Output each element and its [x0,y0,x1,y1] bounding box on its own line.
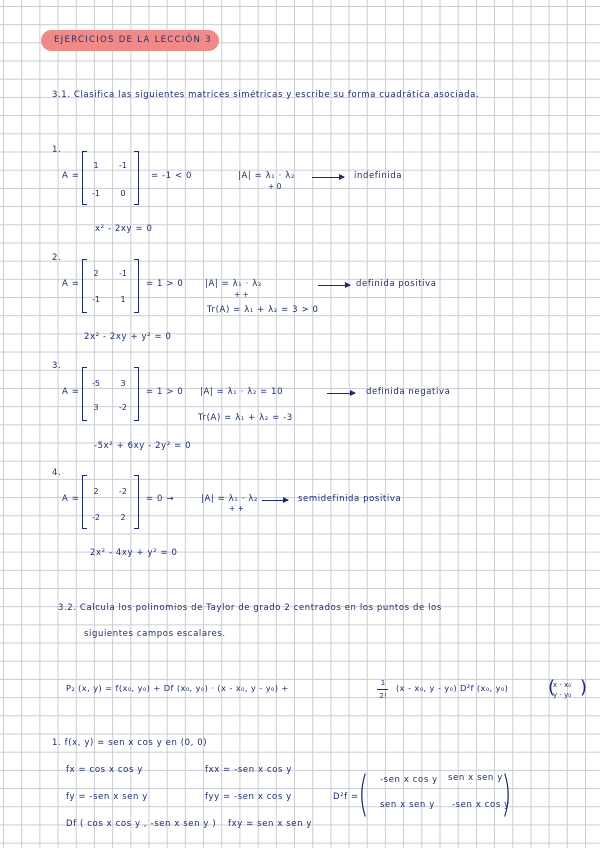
hessian-cell: -sen x cos y [452,800,510,810]
matrix-cell: 2 [120,513,126,522]
matrix-cell: 1 [120,295,126,304]
matrix [82,367,139,421]
eigen-relation: |A| = λ₁ · λ₂ [201,494,258,504]
partial-fyy: fyy = -sen x cos y [205,792,292,802]
matrix-label: A = [62,279,80,289]
eigen-relation: |A| = λ₁ · λ₂ [238,171,295,181]
formula-left: P₂ (x, y) = f(x₀, y₀) + Df (x₀, y₀) · (x - x₀, y - y₀) + [66,683,289,693]
matrix [82,259,139,313]
matrix-cell: 3 [120,379,126,388]
matrix-cell: -1 [119,269,127,278]
partial-fxy: fxy = sen x sen y [228,819,313,829]
eigen-signs: + 0 [268,182,282,191]
partial-fxx: fxx = -sen x cos y [205,765,292,775]
hessian-cell: -sen x cos y [380,775,438,785]
hessian-right-paren: ) [501,766,512,822]
eigen-relation: |A| = λ₁ · λ₂ = 10 [200,387,284,397]
determinant: = 0 → [146,494,175,504]
partial-fx: fx = cos x cos y [66,765,143,775]
matrix-label: A = [62,171,80,181]
eigen-signs: + + [234,290,249,299]
trace: Tr(A) = λ₁ + λ₂ = -3 [198,413,293,423]
matrix-cell: -1 [92,189,100,198]
eigen-relation: |A| = λ₁ · λ₂ [205,279,262,289]
matrix-cell: -2 [119,487,127,496]
section-3-1-prompt: 3.1. Clasifica las siguientes matrices simétricas y escribe su forma cuadrática asociada. [52,90,480,100]
determinant: = -1 < 0 [151,171,193,181]
determinant: = 1 > 0 [146,387,184,397]
fraction-numerator: 1 [380,679,386,687]
matrix-cell: -2 [119,403,127,412]
exercise-number: 1. [52,145,62,155]
hessian-label: D²f = [333,792,359,802]
vector-top: x - x₀ [553,681,572,689]
matrix-label: A = [62,387,80,397]
classification: indefinida [354,171,403,181]
hessian-cell: sen x sen y [380,800,435,810]
trace: Tr(A) = λ₁ + λ₂ = 3 > 0 [207,305,319,315]
fraction-bar [377,689,388,690]
classification: semidefinida positiva [298,494,402,504]
matrix [82,475,139,529]
exercise-number: 4. [52,468,62,478]
right-paren: ) [580,677,588,698]
matrix-cell: 2 [93,487,99,496]
quadratic-form: x² - 2xy = 0 [95,224,153,234]
function-definition: 1. f(x, y) = sen x cos y en (0, 0) [52,738,208,748]
arrow-icon [262,500,288,501]
page-title: EJERCICIOS DE LA LECCIÓN 3 [41,30,219,51]
matrix-cell: -1 [119,161,127,170]
matrix-cell: -1 [92,295,100,304]
determinant: = 1 > 0 [146,279,184,289]
matrix [82,151,139,205]
matrix-cell: 2 [93,269,99,278]
matrix-cell: 3 [93,403,99,412]
gradient: Df ( cos x cos y , -sen x sen y ) [66,819,217,829]
matrix-cell: 0 [120,189,126,198]
quadratic-form: 2x² - 4xy + y² = 0 [90,548,178,558]
fraction-denominator: 2! [379,692,387,700]
matrix-cell: -5 [92,379,100,388]
quadratic-form: -5x² + 6xy - 2y² = 0 [94,441,192,451]
arrow-icon [327,393,355,394]
section-3-2-prompt-cont: siguientes campos escalares. [84,629,226,639]
hessian-cell: sen x sen y [448,773,503,783]
quadratic-form: 2x² - 2xy + y² = 0 [84,332,172,342]
matrix-cell: -2 [92,513,100,522]
exercise-number: 3. [52,361,62,371]
classification: definida positiva [356,279,437,289]
formula-right: (x - x₀, y - y₀) D²f (x₀, y₀) [396,683,509,693]
arrow-icon [312,177,344,178]
partial-fy: fy = -sen x sen y [66,792,148,802]
hessian-left-paren: ( [358,766,369,822]
matrix-cell: 1 [93,161,99,170]
eigen-signs: + + [229,504,244,513]
vector-bottom: y - y₀ [553,691,572,699]
left-paren: ( [548,677,556,698]
arrow-icon [318,285,350,286]
exercise-number: 2. [52,253,62,263]
matrix-label: A = [62,494,80,504]
section-3-2-prompt: 3.2. Calcula los polinomios de Taylor de grado 2 centrados en los puntos de los [58,603,442,613]
classification: definida negativa [366,387,451,397]
